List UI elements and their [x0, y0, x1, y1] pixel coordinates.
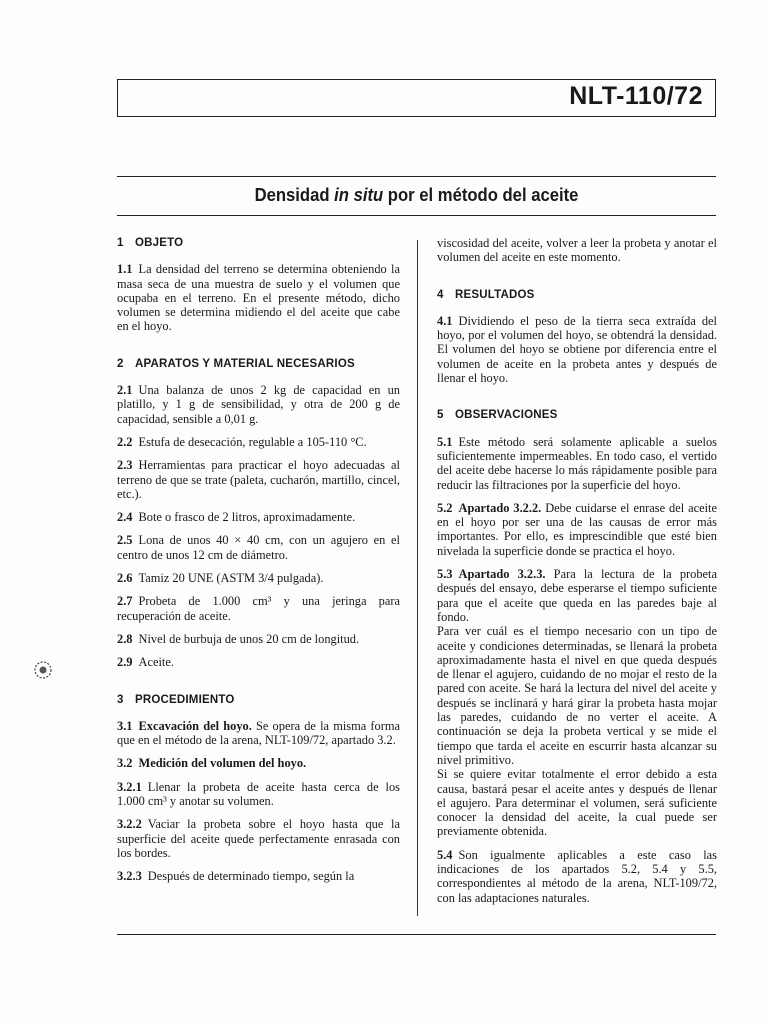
paragraph-3-2-1: 3.2.1 Llenar la probeta de aceite hasta cerca de los 1.000 cm³ y anotar su volumen.	[117, 779, 400, 809]
paragraph-5-1: 5.1 Este método será solamente aplicable a suelos suficientemente impermeables. En todo caso, el vertido del aceite debe hacerse lo más rápidamente posible para reducir las filtraciones por la superficie del hoyo.	[437, 434, 717, 492]
column-divider	[417, 240, 418, 916]
paragraph-5-4: 5.4 Son igualmente aplicables a este caso las indicaciones de los apartados 5.2, 5.4 y 5.5, correspondientes al método de la arena, NLT-109/72, con las adaptaciones naturales.	[437, 847, 717, 905]
paragraph-2-3: 2.3 Herramientas para practicar el hoyo adecuadas al terreno de que se trate (paleta, cucharón, martillo, cincel, etc.).	[117, 458, 400, 501]
paragraph-5-3-b: Para ver cuál es el tiempo necesario con un tipo de aceite y condiciones determinadas, se llenará la probeta aproximadamente hasta el nivel en que queda después de llenar el agujero, cuidando de no mojar el resto de la pared con aceite. Se hará la lectura del nivel del aceite y después se inclinará y hará girar la probeta hasta mojar las paredes, cuidando de no verter el aceite. A continuación se deja la probeta vertical y se mide el tiempo que tarda el aceite en escurrir hasta alcanzar su nivel primitivo.	[437, 624, 717, 767]
section-heading-aparatos: 2 APARATOS Y MATERIAL NECESARIOS	[117, 357, 355, 370]
paragraph-2-5: 2.5 Lona de unos 40 × 40 cm, con un agujero en el centro de unos 12 cm de diámetro.	[117, 533, 400, 562]
paragraph-4-1: 4.1 Dividiendo el peso de la tierra seca extraída del hoyo, por el volumen del hoyo, se obtendrá la densidad. El volumen del hoyo se obtiene por diferencia entre el volumen de aceite en la probeta antes y después de llenar el hoyo.	[437, 313, 717, 386]
left-column	[117, 236, 400, 893]
paragraph-2-8: 2.8 Nivel de burbuja de unos 20 cm de longitud.	[117, 631, 360, 646]
footer-rule	[117, 934, 716, 935]
paragraph-3-2-2: 3.2.2 Vaciar la probeta sobre el hoyo hasta que la superficie del aceite quede perfectamente enrasada con los bordes.	[117, 817, 400, 860]
scan-mark-icon	[30, 657, 56, 683]
paragraph-5-2: 5.2 Apartado 3.2.2. Debe cuidarse el enrase del aceite en el hoyo por ser una de las causas de error más importantes. Por ello, es imprescindible que esté bien nivelada la superficie donde se practica el hoyo.	[437, 500, 717, 558]
paragraph-2-2: 2.2 Estufa de desecación, regulable a 105-110 °C.	[117, 434, 367, 449]
title-top-rule	[117, 176, 716, 177]
section-heading-resultados: 4 RESULTADOS	[437, 288, 535, 301]
paragraph-3-1: 3.1 Excavación del hoyo. Se opera de la misma forma que en el método de la arena, NLT-109/72, apartado 3.2.	[117, 718, 400, 748]
section-heading-objeto: 1 OBJETO	[117, 237, 184, 249]
title-bottom-rule	[117, 215, 716, 216]
header-box	[117, 79, 716, 117]
paragraph-3-2-3-continued: viscosidad del aceite, volver a leer la probeta y anotar el volumen del aceite en este momento.	[437, 236, 717, 265]
paragraph-5-3: 5.3 Apartado 3.2.3. Para la lectura de la probeta después del ensayo, debe esperarse el tiempo suficiente para que el aceite que queda en las paredes baje al fondo.	[437, 567, 717, 624]
right-column	[437, 236, 717, 914]
paragraph-2-4: 2.4 Bote o frasco de 2 litros, aproximadamente.	[117, 510, 356, 525]
section-heading-observaciones: 5 OBSERVACIONES	[437, 409, 558, 422]
paragraph-1-1: 1.1 La densidad del terreno se determina obteniendo la masa seca de una muestra de suelo y el volumen que ocupaba en el terreno. En el presente método, dicho volumen se determina midiendo el del aceite que cabe en el hoyo.	[117, 262, 400, 334]
page-title: Densidad in situ por el método del aceite	[254, 184, 579, 205]
paragraph-2-9: 2.9 Aceite.	[117, 655, 174, 670]
paragraph-2-6: 2.6 Tamiz 20 UNE (ASTM 3/4 pulgada).	[117, 571, 324, 586]
paragraph-2-1: 2.1 Una balanza de unos 2 kg de capacidad en un platillo, y 1 g de sensibilidad, y otra de 200 g de capacidad, sensible a 0,01 g.	[117, 383, 400, 426]
paragraph-3-2: 3.2 Medición del volumen del hoyo.	[117, 756, 307, 771]
standard-code: NLT-110/72	[569, 82, 703, 110]
paragraph-5-3-c: Si se quiere evitar totalmente el error debido a esta causa, bastará pesar el aceite antes y después de llenar el agujero. Para determinar el volumen, será suficiente conocer la densidad del aceite, la cual puede ser previamente obtenida.	[437, 767, 717, 839]
paragraph-2-7: 2.7 Probeta de 1.000 cm³ y una jeringa para recuperación de aceite.	[117, 594, 400, 623]
paragraph-3-2-3: 3.2.3 Después de determinado tiempo, según la	[117, 869, 355, 884]
section-heading-procedimiento: 3 PROCEDIMIENTO	[117, 693, 235, 706]
